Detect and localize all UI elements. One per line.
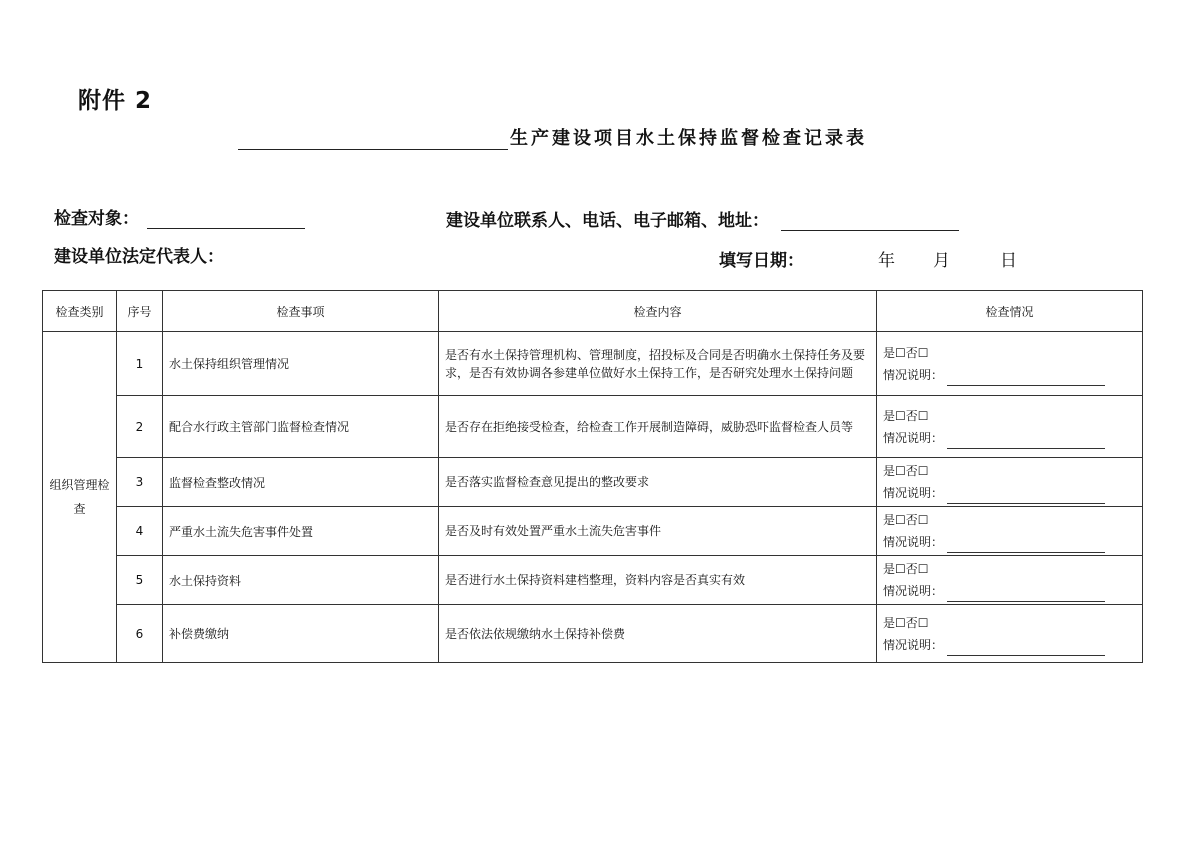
legal-rep-field [54, 242, 224, 267]
row-status [877, 605, 1143, 663]
title-row [238, 124, 867, 150]
fill-date-label: 填写日期： [719, 251, 804, 271]
header-item: 检查事项 [163, 291, 439, 332]
row-item: 水土保持资料 [163, 556, 439, 605]
inspection-record-table [42, 290, 1143, 663]
row-number: 3 [117, 458, 163, 507]
contact-label: 建设单位联系人、电话、电子邮箱、地址： [446, 211, 769, 231]
row-item: 补偿费缴纳 [163, 605, 439, 663]
row-status [877, 396, 1143, 458]
note-blank[interactable] [947, 539, 1105, 553]
row-content: 是否及时有效处置严重水土流失危害事件 [439, 507, 877, 556]
annex-label: 附件 2 [78, 88, 153, 114]
contact-field [446, 206, 959, 231]
note-blank[interactable] [947, 490, 1105, 504]
legal-rep-label: 建设单位法定代表人： [54, 247, 224, 267]
table-row [43, 507, 1143, 556]
row-number: 6 [117, 605, 163, 663]
header-number: 序号 [117, 291, 163, 332]
title-blank-line[interactable] [238, 133, 508, 150]
yes-no-checkbox[interactable]: 是☐否☐ [883, 615, 929, 630]
table-row [43, 396, 1143, 458]
contact-blank[interactable] [781, 214, 959, 231]
row-content: 是否依法依规缴纳水土保持补偿费 [439, 605, 877, 663]
header-status: 检查情况 [877, 291, 1143, 332]
note-blank[interactable] [947, 435, 1105, 449]
fill-date-field [719, 246, 1017, 271]
row-content: 是否落实监督检查意见提出的整改要求 [439, 458, 877, 507]
yes-no-checkbox[interactable]: 是☐否☐ [883, 464, 929, 478]
header-category: 检查类别 [43, 291, 117, 332]
table-row [43, 332, 1143, 396]
day-label: 日 [1000, 251, 1017, 271]
row-status [877, 507, 1143, 556]
table-row [43, 556, 1143, 605]
month-label: 月 [933, 251, 950, 271]
inspection-target-blank[interactable] [147, 212, 305, 229]
header-content: 检查内容 [439, 291, 877, 332]
note-label: 情况说明： [883, 637, 944, 652]
note-blank[interactable] [947, 642, 1105, 656]
inspection-target-label: 检查对象： [54, 209, 139, 229]
note-label: 情况说明： [883, 486, 944, 500]
note-blank[interactable] [947, 372, 1105, 386]
note-label: 情况说明： [883, 430, 944, 445]
row-item: 严重水土流失危害事件处置 [163, 507, 439, 556]
yes-no-checkbox[interactable]: 是☐否☐ [883, 513, 929, 527]
row-item: 配合水行政主管部门监督检查情况 [163, 396, 439, 458]
inspection-target-field [54, 204, 305, 229]
category-cell: 组织管理检查 [43, 332, 117, 663]
row-item: 水土保持组织管理情况 [163, 332, 439, 396]
note-blank[interactable] [947, 588, 1105, 602]
note-label: 情况说明： [883, 535, 944, 549]
row-item: 监督检查整改情况 [163, 458, 439, 507]
table-row [43, 458, 1143, 507]
row-number: 1 [117, 332, 163, 396]
note-label: 情况说明： [883, 367, 944, 382]
row-number: 2 [117, 396, 163, 458]
yes-no-checkbox[interactable]: 是☐否☐ [883, 562, 929, 576]
row-status [877, 332, 1143, 396]
table-row [43, 605, 1143, 663]
table-header-row [43, 291, 1143, 332]
row-number: 4 [117, 507, 163, 556]
row-content: 是否进行水土保持资料建档整理，资料内容是否真实有效 [439, 556, 877, 605]
note-label: 情况说明： [883, 584, 944, 598]
year-label: 年 [878, 251, 895, 271]
row-content: 是否有水土保持管理机构、管理制度，招投标及合同是否明确水土保持任务及要求，是否有效协调各参建单位做好水土保持工作，是否研究处理水土保持问题 [439, 332, 877, 396]
row-status [877, 458, 1143, 507]
row-content: 是否存在拒绝接受检查，给检查工作开展制造障碍，威胁恐吓监督检查人员等 [439, 396, 877, 458]
row-number: 5 [117, 556, 163, 605]
yes-no-checkbox[interactable]: 是☐否☐ [883, 345, 929, 360]
form-title: 生产建设项目水土保持监督检查记录表 [510, 128, 867, 149]
row-status [877, 556, 1143, 605]
yes-no-checkbox[interactable]: 是☐否☐ [883, 408, 929, 423]
